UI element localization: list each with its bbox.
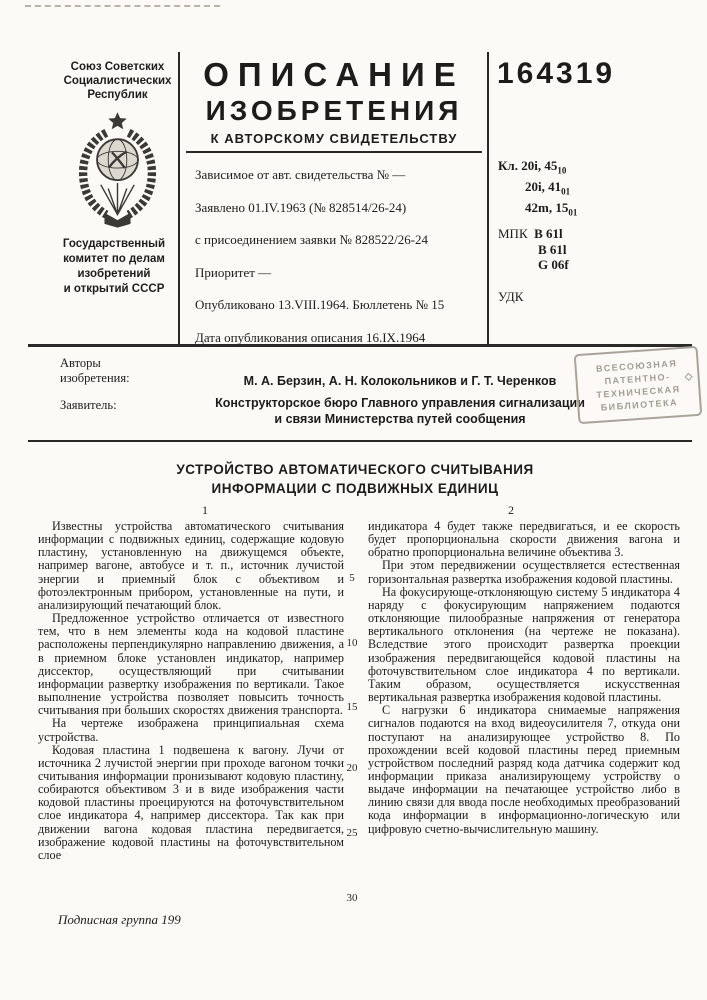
- field-filed-date: Заявлено 01.IV.1963 (№ 828514/26-24): [195, 199, 407, 215]
- committee-line: Государственный: [62, 238, 166, 250]
- line-number-marker: 30: [346, 892, 358, 904]
- applicant-label: Заявитель:: [60, 398, 117, 412]
- body-right-column: [368, 520, 680, 836]
- stamp-line: ПАТЕНТНО-: [604, 371, 671, 387]
- class-codes: [498, 158, 577, 221]
- paragraph: Кодовая пластина 1 подвешена к вагону. Лучи от источника 2 лучистой энергии при проходе вагоном точки считывания информации пронизывают кодовую пластину, собираются объективом 3 и в виде изображения части кодовой пластины проецируются на фоточувствительном слое индикатора 4, например диссектора. Так как при движении вагона кодовая пластина передвигается, изображение кодовой пластины на фоточувствительном слое: [38, 742, 344, 862]
- field-joined-application: с присоединением заявки № 828522/26-24: [195, 232, 429, 247]
- mpk-codes: [498, 226, 569, 273]
- document-subtitle: К АВТОРСКОМУ СВИДЕТЕЛЬСТВУ: [186, 131, 482, 153]
- authors-bottom-rule: [28, 440, 692, 442]
- stamp-line: ТЕХНИЧЕСКАЯ: [596, 384, 681, 400]
- paragraph: Известны устройства автоматического считывания информации с подвижных единиц, содержащие кодовую пластину, установленную на движущемся объекте, например вагоне, автобусе и т. п., источник лучистой энергии и приемный блок с объективом и фотоэлектронным прибором, установленные на пути, и анализирующий печатающий блок.: [38, 519, 344, 612]
- field-priority: Приоритет —: [195, 264, 272, 280]
- union-name-line: Социалистических: [63, 75, 172, 87]
- authors-names: М. А. Берзин, А. Н. Колокольников и Г. Т. Черенков: [243, 374, 557, 388]
- committee-line: изобретений: [77, 268, 151, 280]
- field-dependent-certificate: Зависимое от авт. свидетельства № —: [195, 167, 406, 182]
- committee-name: [33, 237, 195, 297]
- stamp-line: БИБЛИОТЕКА: [600, 397, 679, 413]
- paragraph: На фокусирующе-отклоняющую систему 5 индикатора 4 наряду с фокусирующим напряжением подаются отклоняющие пилообразные напряжения от генератора вертикального отклонения (на чертеже не показана). Вследствие этого происходит развертка проекции изображения передвигающейся кодовой пластины на фоточувствительном слое индикатора 4 по вертикали. Таким образом, осуществляется искусственная вертикальная развертка изображения кодовой пластины.: [368, 584, 680, 705]
- class-code-line: 42m, $15_{01}$: [525, 200, 578, 218]
- paragraph: Предложенное устройство отличается от известного тем, что в нем элементы кода на кодовой пластине расположены перпендикулярно направлению движения, а в приемном блоке установлен индикатор, например диссектор, осуществляющий при считывании информации развертку изображения по вертикали. Такое выполнение устройства позволяет повысить точность считывания при больших скоростях движения транспорта.: [38, 611, 344, 718]
- invention-title: УСТРОЙСТВО АВТОМАТИЧЕСКОГО СЧИТЫВАНИЯ ИНФОРМАЦИИ С ПОДВИЖНЫХ ЕДИНИЦ: [176, 462, 534, 496]
- library-stamp: [574, 346, 703, 424]
- union-name-line: Союз Советских: [70, 61, 165, 73]
- paragraph: На чертеже изображена принципиальная схема устройства.: [38, 716, 344, 744]
- committee-line: и открытий СССР: [63, 283, 165, 295]
- scan-cut-marks: [25, 5, 220, 7]
- document-type-title: ИЗОБРЕТЕНИЯ: [205, 95, 463, 126]
- document-type-title: ОПИСАНИЕ: [203, 56, 465, 93]
- line-number-marker: 5: [349, 572, 355, 584]
- class-code-line: Кл. 20i, $45_{10}$: [498, 158, 567, 176]
- mpk-line: G 06f: [538, 257, 569, 272]
- mpk-line: В 61l: [538, 241, 567, 257]
- field-description-date: Дата опубликования описания 16.IX.1964: [195, 329, 426, 345]
- header-divider-right: [487, 52, 489, 344]
- paragraph: индикатора 4 будет также передвигаться, и ее скорость будет пропорциональна скорости движения вагона и обратно пропорциональна величине объектива 3.: [368, 519, 680, 560]
- column-number-2: 2: [508, 503, 514, 517]
- line-number-marker: 20: [346, 762, 358, 774]
- udk-label: УДК: [498, 289, 524, 304]
- patent-number: 164319: [497, 57, 616, 90]
- committee-line: комитет по делам: [63, 253, 165, 265]
- paragraph: С нагрузки 6 индикатора снимаемые напряжения сигналов подаются на вход видеоусилителя 7, откуда они поступают на анализирующее устройство 8. По прохождении всей кодовой пластины перед приемным устройством последний разряд кода датчика содержит код информации приказа анализирующему устройству о выдаче информации на печатающее устройство либо в линию связи для ввода после необходимых преобразований кода информации в информационно-логическую или цифровую счетно-вычислительную машину.: [368, 703, 680, 836]
- body-left-column: [38, 520, 344, 862]
- mpk-line: МПК В 61l: [498, 226, 563, 241]
- authors-label: Авторы изобретения:: [60, 356, 130, 385]
- subscription-group-note: Подписная группа 199: [58, 912, 181, 927]
- union-name-line: Республик: [87, 89, 148, 101]
- column-number-1: 1: [202, 503, 208, 517]
- field-published: Опубликовано 13.VIII.1964. Бюллетень № 15: [195, 297, 445, 312]
- stamp-line: ВСЕСОЮЗНАЯ: [595, 358, 678, 374]
- applicant-name: Конструкторское бюро Главного управления сигнализации и связи Министерства путей сообщения: [215, 396, 585, 426]
- line-number-marker: 25: [346, 827, 358, 839]
- ussr-coat-of-arms-icon: [71, 110, 164, 228]
- line-number-marker: 10: [346, 637, 358, 649]
- filing-fields: [195, 167, 483, 362]
- paragraph: При этом передвижении осуществляется естественная горизонтальная развертка изображения кодовой пластины.: [368, 558, 680, 586]
- stamp-diamond-icon: ◇: [684, 371, 693, 383]
- union-name: [40, 60, 195, 102]
- line-number-marker: 15: [346, 701, 358, 713]
- class-code-line: 20i, $41_{01}$: [525, 179, 571, 197]
